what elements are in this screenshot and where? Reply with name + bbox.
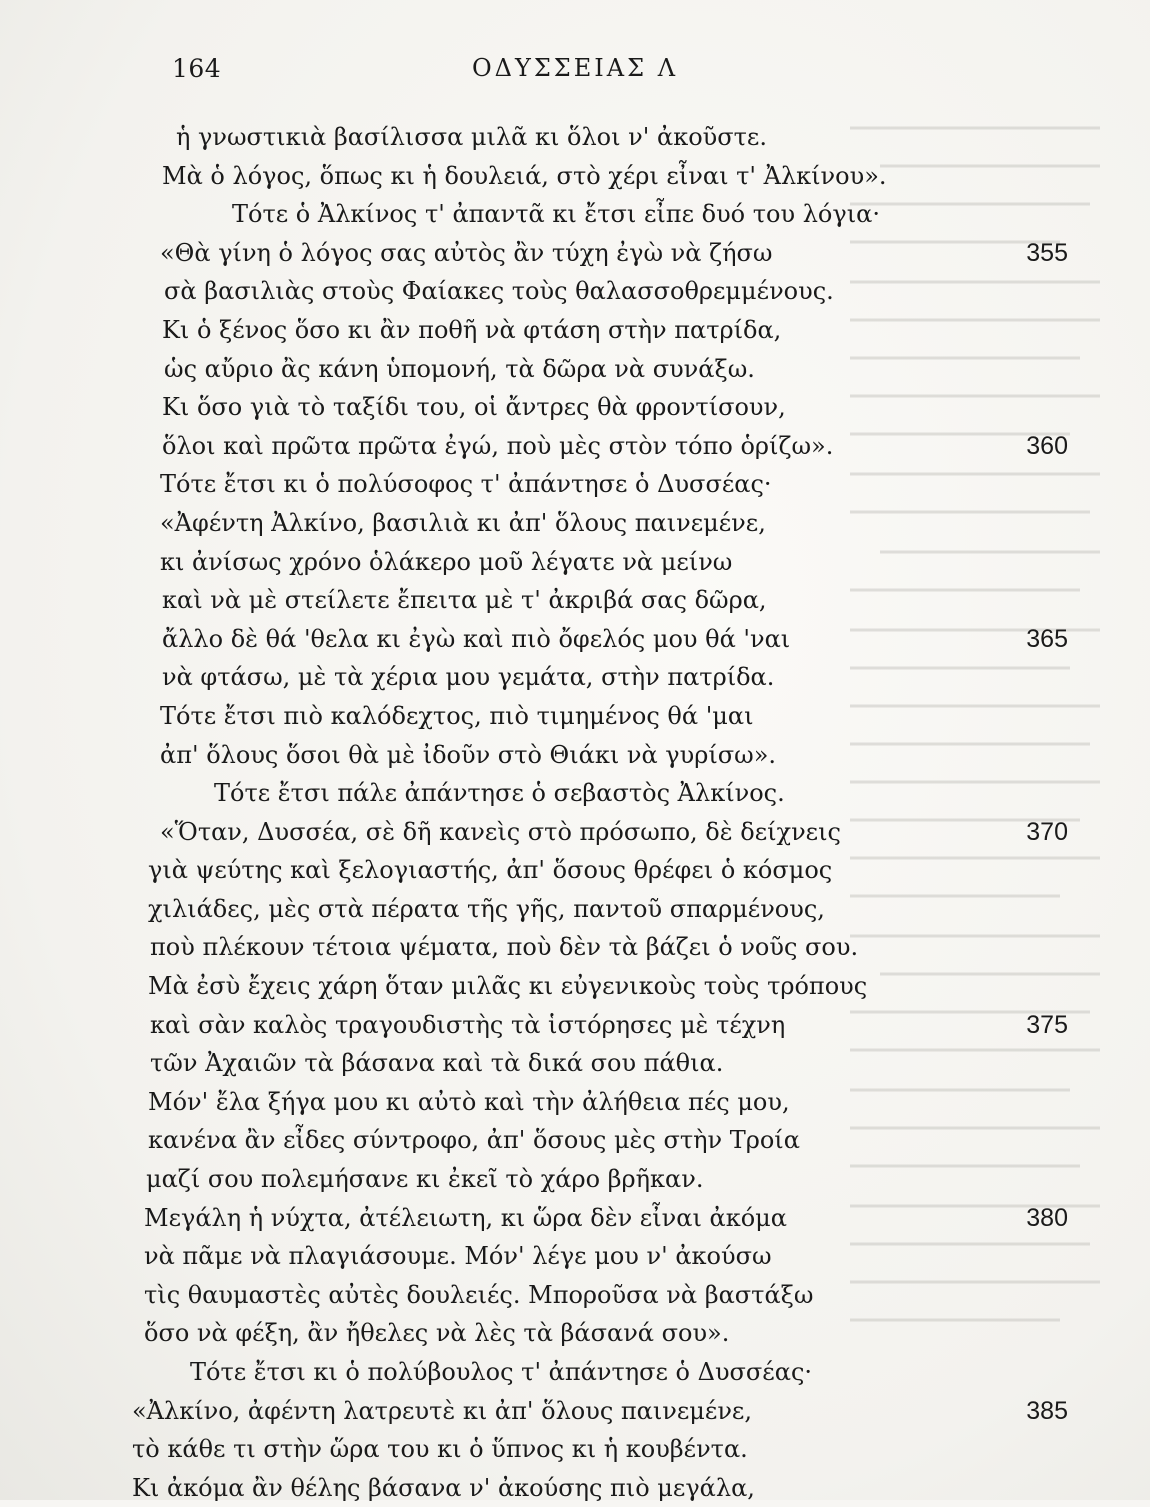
verse-line bbox=[0, 1199, 1150, 1238]
verse-text: «Ὅταν, Δυσσέα, σὲ δῆ κανεὶς στὸ πρόσωπο, δὲ δείχνεις bbox=[160, 817, 841, 846]
verse-line bbox=[0, 1044, 1150, 1083]
verse-line bbox=[0, 658, 1150, 697]
page-number: 164 bbox=[172, 54, 222, 83]
verse-text: κι ἀνίσως χρόνο ὁλάκερο μοῦ λέγατε νὰ μείνω bbox=[160, 547, 733, 576]
page-header bbox=[0, 52, 1150, 92]
verse-line bbox=[0, 427, 1150, 466]
verse-text: καὶ νὰ μὲ στείλετε ἔπειτα μὲ τ' ἀκριβά σας δῶρα, bbox=[162, 586, 767, 615]
verse-line bbox=[0, 311, 1150, 350]
running-head: ΟΔΥΣΣΕΙΑΣ Λ bbox=[471, 54, 679, 82]
verse-line bbox=[0, 736, 1150, 775]
verse-line bbox=[0, 851, 1150, 890]
verse-line bbox=[0, 272, 1150, 311]
verse-line bbox=[0, 1083, 1150, 1122]
verse-line bbox=[0, 813, 1150, 852]
verse-text: καὶ σὰν καλὸς τραγουδιστὴς τὰ ἱστόρησες μὲ τέχνη bbox=[150, 1010, 786, 1039]
verse-text: ὡς αὔριο ἂς κάνη ὑπομονή, τὰ δῶρα νὰ συνάξω. bbox=[164, 354, 755, 383]
verse-text: Κι ὁ ξένος ὅσο κι ἂν ποθῆ νὰ φτάση στὴν πατρίδα, bbox=[162, 315, 782, 344]
verse-line bbox=[0, 1121, 1150, 1160]
verse-text: ἀπ' ὅλους ὅσοι θὰ μὲ ἰδοῦν στὸ Θιάκι νὰ γυρίσω». bbox=[160, 740, 777, 769]
verse-line bbox=[0, 928, 1150, 967]
verse-text: Μὰ ὁ λόγος, ὅπως κι ἡ δουλειά, στὸ χέρι εἶναι τ' Ἀλκίνου». bbox=[162, 161, 887, 190]
verse-text: τὶς θαυμαστὲς αὐτὲς δουλειές. Μποροῦσα νὰ βαστάξω bbox=[144, 1280, 814, 1309]
verse-text: Μεγάλη ἡ νύχτα, ἀτέλειωτη, κι ὥρα δὲν εἶναι ἀκόμα bbox=[144, 1203, 787, 1232]
verse-text: Κι ἀκόμα ἂν θέλης βάσανα ν' ἀκούσης πιὸ μεγάλα, bbox=[132, 1473, 755, 1502]
verse-number: 370 bbox=[1026, 817, 1068, 846]
verse-line bbox=[0, 388, 1150, 427]
verse-text: χιλιάδες, μὲς στὰ πέρατα τῆς γῆς, παντοῦ σπαρμένους, bbox=[148, 894, 825, 923]
verse-line bbox=[0, 1392, 1150, 1431]
verse-text: μαζί σου πολεμήσανε κι ἐκεῖ τὸ χάρο βρῆκαν. bbox=[146, 1165, 704, 1194]
verse-text: Μὰ ἐσὺ ἔχεις χάρη ὅταν μιλᾶς κι εὐγενικοὺς τοὺς τρόπους bbox=[148, 972, 868, 1001]
verse-text: τὸ κάθε τι στὴν ὥρα του κι ὁ ὕπνος κι ἡ κουβέντα. bbox=[132, 1435, 748, 1464]
verse-line bbox=[0, 350, 1150, 389]
verse-number: 380 bbox=[1026, 1203, 1068, 1232]
verse-line bbox=[0, 697, 1150, 736]
verse-line bbox=[0, 1006, 1150, 1045]
verse-text: Τότε ὁ Ἀλκίνος τ' ἀπαντᾶ κι ἔτσι εἶπε δυό του λόγια· bbox=[232, 200, 880, 229]
verse-text: σὰ βασιλιὰς στοὺς Φαίακες τοὺς θαλασσοθρεμμένους. bbox=[164, 277, 834, 306]
verse-line bbox=[0, 195, 1150, 234]
verse-text: «Ἀφέντη Ἀλκίνο, βασιλιὰ κι ἀπ' ὅλους παινεμένε, bbox=[160, 508, 766, 537]
verse-line bbox=[0, 543, 1150, 582]
verse-text: «Θὰ γίνη ὁ λόγος σας αὐτὸς ἂν τύχη ἐγὼ νὰ ζήσω bbox=[160, 238, 773, 267]
verse-text: Κι ὅσο γιὰ τὸ ταξίδι του, οἱ ἄντρες θὰ φροντίσουν, bbox=[162, 393, 786, 422]
verse-text: νὰ φτάσω, μὲ τὰ χέρια μου γεμάτα, στὴν πατρίδα. bbox=[162, 663, 775, 692]
verse-line bbox=[0, 465, 1150, 504]
verse-line bbox=[0, 774, 1150, 813]
verse-text: ὅλοι καὶ πρῶτα πρῶτα ἐγώ, ποὺ μὲς στὸν τόπο ὁρίζω». bbox=[162, 431, 834, 460]
verse-text: Τότε ἔτσι κι ὁ πολύσοφος τ' ἀπάντησε ὁ Δυσσέας· bbox=[160, 470, 772, 499]
verse-line bbox=[0, 967, 1150, 1006]
verse-text: «Ἀλκίνο, ἀφέντη λατρευτὲ κι ἀπ' ὅλους παινεμένε, bbox=[132, 1396, 752, 1425]
verse-number: 385 bbox=[1026, 1396, 1068, 1425]
verse-number: 360 bbox=[1026, 431, 1068, 460]
verse-text: Τότε ἔτσι κι ὁ πολύβουλος τ' ἀπάντησε ὁ Δυσσέας· bbox=[190, 1358, 813, 1386]
verse-line bbox=[0, 1237, 1150, 1276]
verse-text: νὰ πᾶμε νὰ πλαγιάσουμε. Μόν' λέγε μου ν' ἀκούσω bbox=[144, 1242, 772, 1271]
verse-text: τῶν Ἀχαιῶν τὰ βάσανα καὶ τὰ δικά σου πάθια. bbox=[150, 1049, 724, 1078]
verse-line bbox=[0, 1353, 1150, 1392]
verse-text: ὅσο νὰ φέξη, ἂν ἤθελες νὰ λὲς τὰ βάσανά σου». bbox=[144, 1319, 730, 1348]
verse-line bbox=[0, 1469, 1150, 1507]
verse-number: 365 bbox=[1026, 624, 1068, 653]
verse-line bbox=[0, 581, 1150, 620]
verse-text: ποὺ πλέκουν τέτοια ψέματα, ποὺ δὲν τὰ βάζει ὁ νοῦς σου. bbox=[150, 933, 859, 962]
verse-line bbox=[0, 1276, 1150, 1315]
verse-text: Μόν' ἔλα ξήγα μου κι αὐτὸ καὶ τὴν ἀλήθεια πές μου, bbox=[148, 1087, 790, 1116]
verse-line bbox=[0, 890, 1150, 929]
verse-text: ἄλλο δὲ θά 'θελα κι ἐγὼ καὶ πιὸ ὄφελός μου θά 'ναι bbox=[162, 624, 791, 653]
verse-text: ἡ γνωστικιὰ βασίλισσα μιλᾶ κι ὅλοι ν' ἀκοῦστε. bbox=[176, 123, 767, 151]
verse-line bbox=[0, 1314, 1150, 1353]
verse-line bbox=[0, 620, 1150, 659]
verse-number: 375 bbox=[1026, 1010, 1068, 1039]
verse-line bbox=[0, 118, 1150, 157]
verse-text: Τότε ἔτσι πιὸ καλόδεχτος, πιὸ τιμημένος θά 'μαι bbox=[160, 701, 754, 730]
verse-text: γιὰ ψεύτης καὶ ξελογιαστής, ἀπ' ὅσους θρέφει ὁ κόσμος bbox=[148, 856, 833, 885]
verse-line bbox=[0, 504, 1150, 543]
verse-text: Τότε ἔτσι πάλε ἀπάντησε ὁ σεβαστὸς Ἀλκίνος. bbox=[214, 779, 785, 808]
verse-number: 355 bbox=[1026, 238, 1068, 267]
verse-line bbox=[0, 1160, 1150, 1199]
verse-line bbox=[0, 234, 1150, 273]
verse-line bbox=[0, 157, 1150, 196]
verse-block bbox=[0, 118, 1150, 1507]
verse-text: κανένα ἂν εἶδες σύντροφο, ἀπ' ὅσους μὲς στὴν Τροία bbox=[148, 1126, 800, 1155]
verse-line bbox=[0, 1430, 1150, 1469]
